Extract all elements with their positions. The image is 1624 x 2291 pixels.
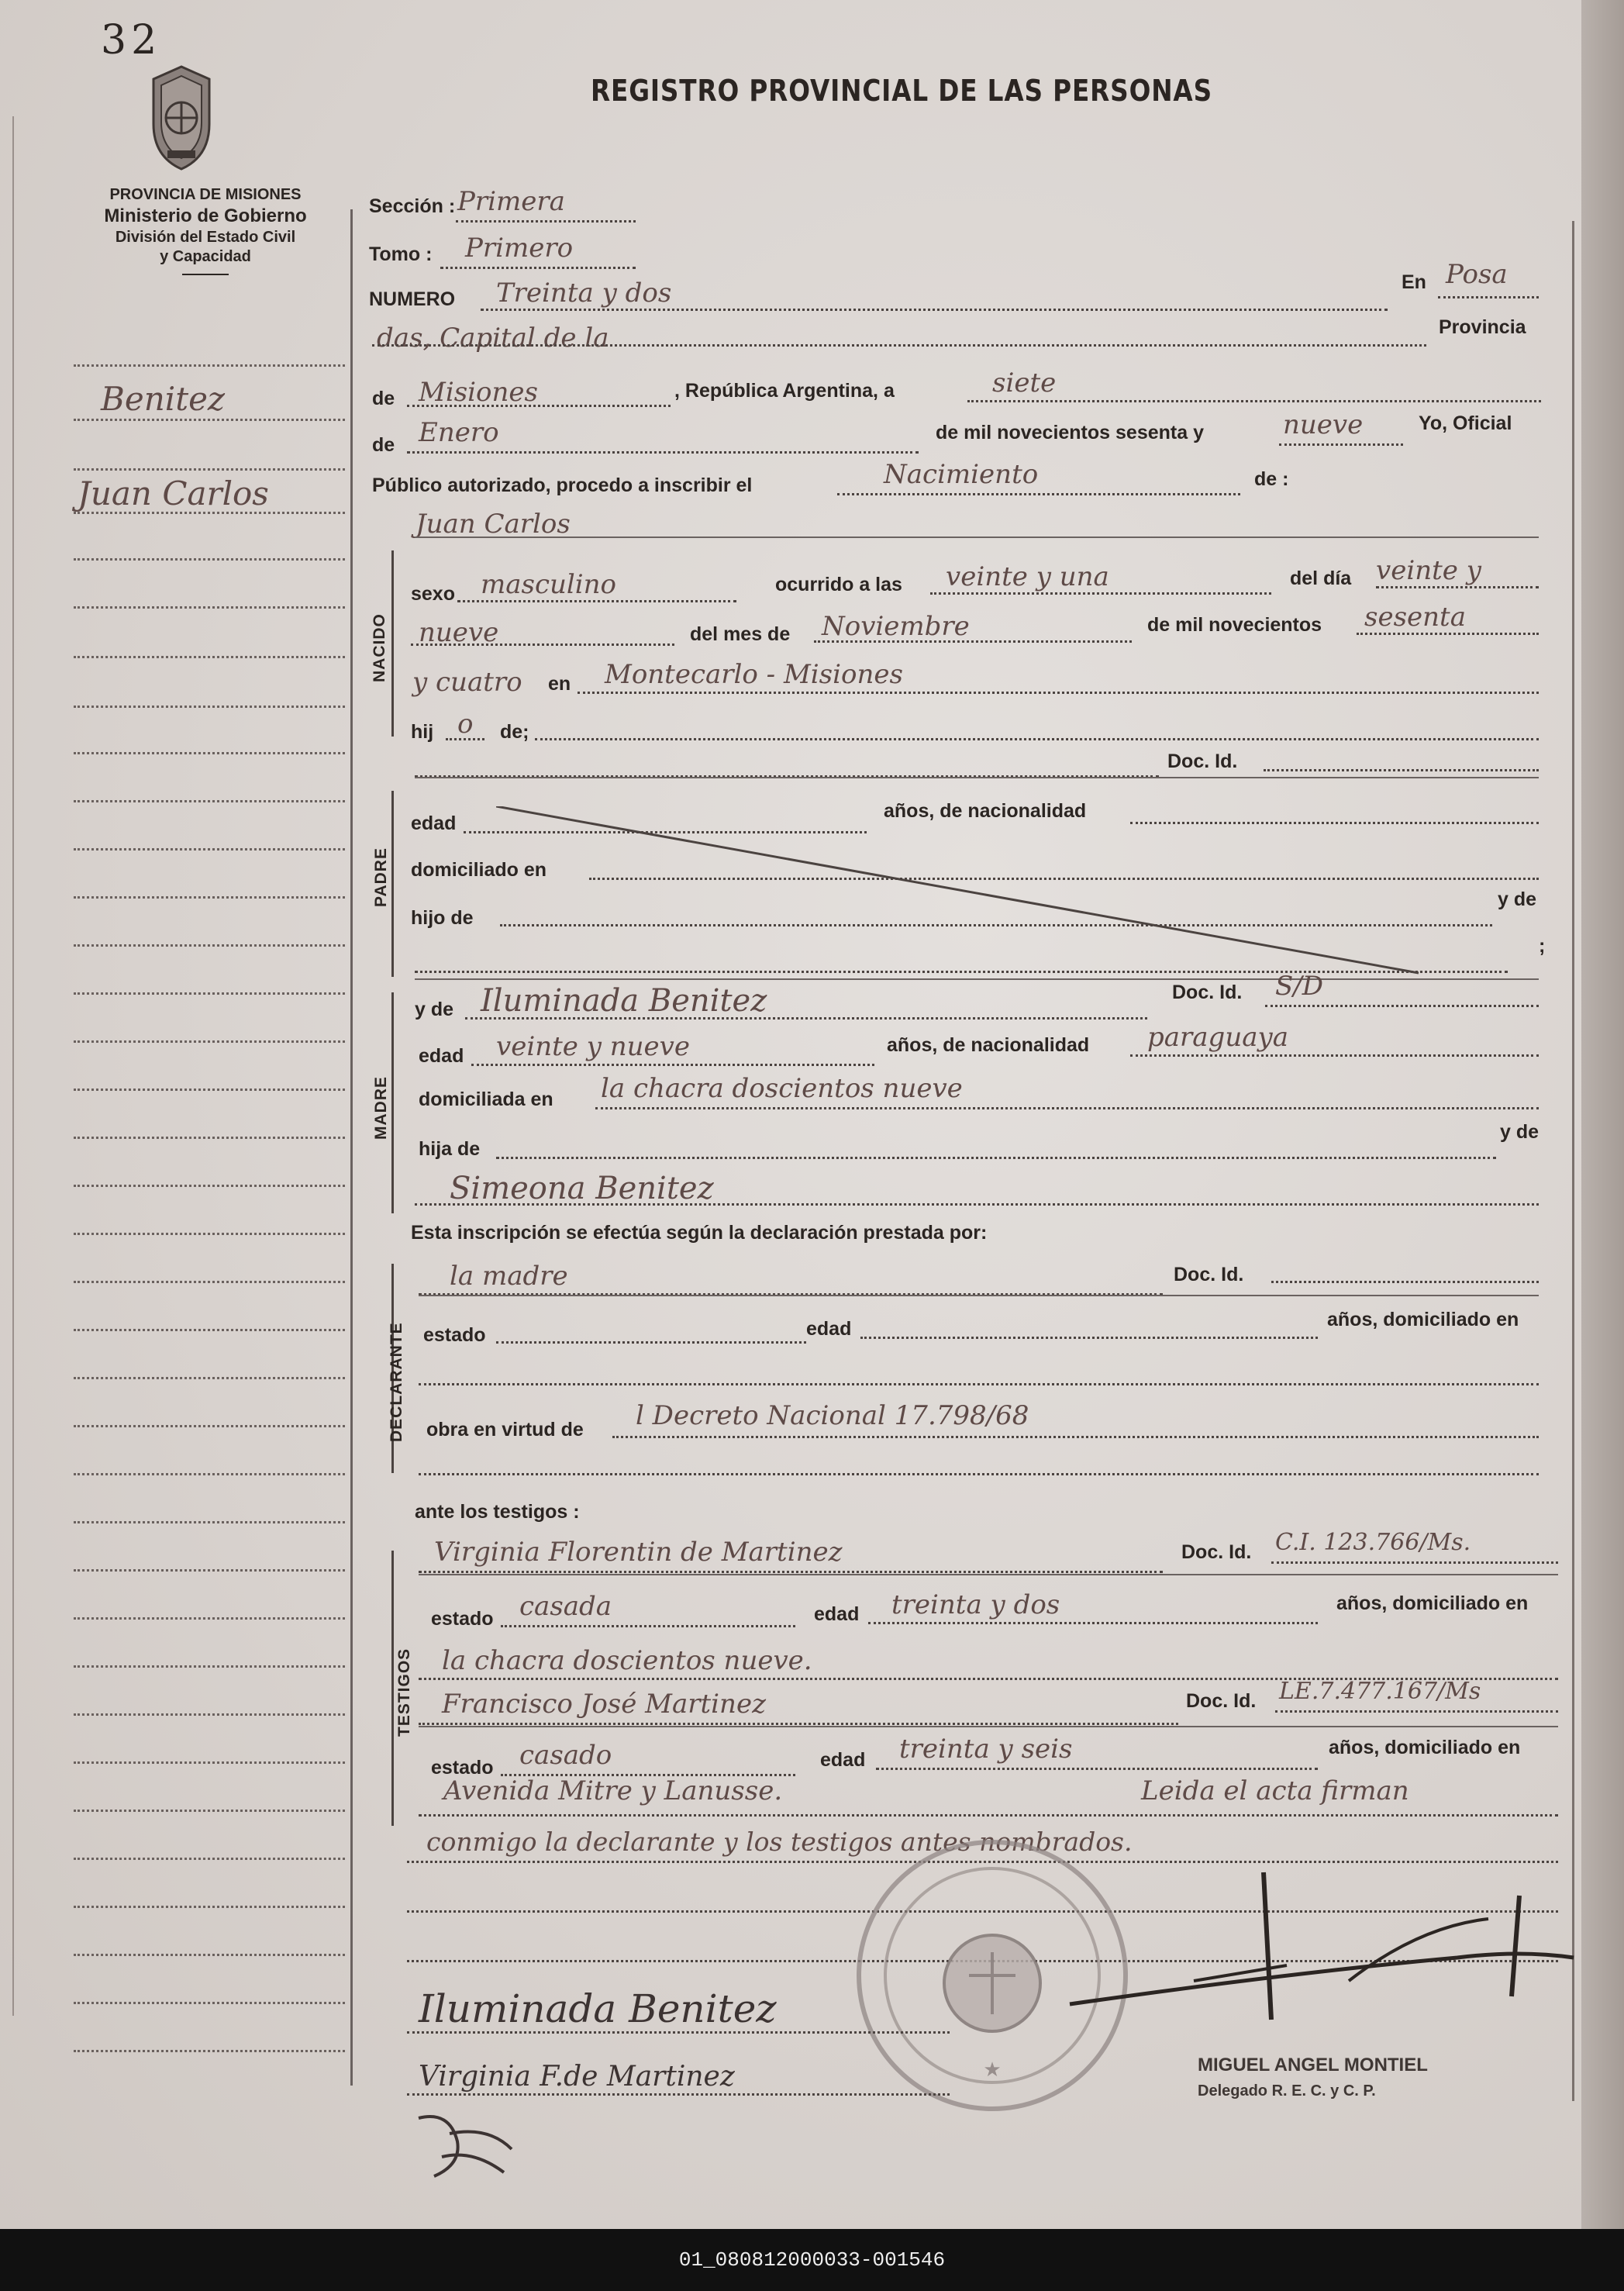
- nacido-bracket: [391, 550, 394, 737]
- testigo1-anos-label: años, domiciliado en: [1336, 1592, 1529, 1614]
- testigo1-name: Virginia Florentin de Martinez: [434, 1537, 843, 1568]
- testigo2-estado-value: casado: [519, 1740, 612, 1771]
- madre-name: Iluminada Benitez: [481, 983, 767, 1019]
- declarante-doc-label: Doc. Id.: [1174, 1264, 1244, 1285]
- mil-label: de mil novecientos: [1147, 614, 1322, 636]
- sexo-label: sexo: [411, 583, 455, 605]
- madre-y-de-label: y de: [415, 999, 454, 1020]
- year-value-2: y cuatro: [412, 667, 522, 698]
- provincial-crest-icon: [149, 64, 214, 176]
- de2-label: de: [372, 434, 395, 456]
- testigo2-dom-value: Avenida Mitre y Lanusse.: [443, 1775, 783, 1806]
- tomo-label: Tomo :: [369, 243, 433, 265]
- mes-value: Noviembre: [822, 611, 970, 642]
- testigo1-doc-label: Doc. Id.: [1181, 1541, 1252, 1563]
- padre-hijo-label: hijo de: [411, 907, 474, 929]
- declarante-value: la madre: [450, 1261, 568, 1292]
- madre-y-de2-label: y de: [1500, 1121, 1540, 1143]
- column-divider: [350, 209, 353, 2086]
- month-value: Enero: [419, 417, 499, 448]
- mes-label: del mes de: [690, 623, 791, 645]
- image-id-footer: 01_080812000033-001546: [0, 2229, 1624, 2291]
- en-label-nacido: en: [548, 673, 571, 695]
- signature-witness: Virginia F.de Martinez: [419, 2061, 735, 2093]
- page-edge-line: [12, 116, 14, 2016]
- ministry-label: Ministerio de Gobierno: [104, 205, 307, 226]
- margin-surname: Benitez: [101, 380, 226, 418]
- act-type-value: Nacimiento: [884, 459, 1039, 490]
- dia-label: del día: [1290, 568, 1352, 589]
- testigo2-estado-label: estado: [431, 1757, 494, 1779]
- oficial-label: Yo, Oficial: [1419, 412, 1512, 434]
- year-label: de mil novecientos sesenta y: [936, 422, 1204, 443]
- province-value: Misiones: [419, 377, 538, 408]
- header-divider: [182, 274, 229, 275]
- madre-dom-label: domiciliada en: [419, 1089, 553, 1110]
- declaracion-intro: Esta inscripción se efectúa según la declaración prestada por:: [411, 1222, 988, 1244]
- place-value: Montecarlo - Misiones: [605, 659, 903, 690]
- madre-edad-label: edad: [419, 1045, 464, 1067]
- seccion-label: Sección :: [369, 195, 456, 217]
- testigo2-anos-label: años, domiciliado en: [1329, 1737, 1521, 1758]
- en-label: En: [1402, 271, 1426, 293]
- official-name: MIGUEL ANGEL MONTIEL: [1198, 2055, 1428, 2075]
- day-value: siete: [992, 367, 1057, 399]
- padre-edad-label: edad: [411, 813, 457, 834]
- testigos-bracket: [391, 1551, 394, 1826]
- page-number: 32: [101, 17, 162, 64]
- madre-nac-label: años, de nacionalidad: [887, 1034, 1090, 1056]
- de3-label: de :: [1254, 468, 1289, 490]
- book-spine: [1581, 0, 1624, 2229]
- testigo2-name: Francisco José Martinez: [442, 1689, 766, 1720]
- numero-label: NUMERO: [369, 288, 456, 310]
- testigo2-edad-value: treinta y seis: [899, 1734, 1073, 1765]
- declarante-estado-label: estado: [423, 1324, 486, 1346]
- declarante-section-label: DECLARANTE: [388, 1322, 405, 1442]
- seccion-value: Primera: [457, 186, 565, 217]
- ministry-header: [54, 186, 357, 275]
- province-label: PROVINCIA DE MISIONES: [109, 186, 302, 203]
- testigo1-edad-label: edad: [814, 1603, 860, 1625]
- year-value: nueve: [1283, 409, 1364, 440]
- testigo1-estado-value: casada: [519, 1591, 612, 1622]
- madre-mother-name: Simeona Benitez: [450, 1171, 714, 1206]
- en-value: Posa: [1446, 259, 1508, 290]
- numero-value: Treinta y dos: [496, 278, 672, 309]
- tomo-value: Primero: [465, 233, 574, 264]
- testigo2-doc-label: Doc. Id.: [1186, 1690, 1257, 1712]
- de-label-nacido: de;: [500, 721, 529, 743]
- testigo1-estado-label: estado: [431, 1608, 494, 1630]
- madre-doc-label: Doc. Id.: [1172, 982, 1243, 1003]
- testigo2-edad-label: edad: [820, 1749, 866, 1771]
- madre-doc-value: S/D: [1275, 971, 1324, 1002]
- republica-label: , República Argentina, a: [674, 380, 895, 402]
- padre-bracket: [391, 791, 394, 977]
- obra-label: obra en virtud de: [426, 1419, 584, 1441]
- svg-text:★: ★: [983, 2058, 1002, 2081]
- division-label-2: y Capacidad: [160, 248, 251, 265]
- nacido-section-label: NACIDO: [371, 613, 388, 682]
- closing-text: conmigo la declarante y los testigos antes nombrados.: [426, 1827, 1133, 1857]
- witness2-signature-mark: [403, 2103, 558, 2192]
- declarante-edad-label: edad: [806, 1318, 852, 1340]
- testigo1-edad-value: treinta y dos: [891, 1589, 1060, 1620]
- official-signature-mark: [1054, 1865, 1581, 2039]
- padre-section-label: PADRE: [372, 847, 390, 907]
- ocurrido-label: ocurrido a las: [775, 574, 902, 595]
- obra-value: l Decreto Nacional 17.798/68: [636, 1400, 1029, 1431]
- testigo1-doc-value: C.I. 123.766/Ms.: [1275, 1529, 1471, 1556]
- padre-y-de-label: y de: [1498, 888, 1537, 910]
- dia-value-2: nueve: [419, 617, 499, 648]
- declarante-anos-label: años, domiciliado en: [1327, 1309, 1519, 1330]
- padre-strikethrough: [496, 806, 1426, 977]
- division-label: División del Estado Civil: [115, 229, 296, 246]
- padre-semicolon: ;: [1539, 935, 1546, 957]
- year-value-1: sesenta: [1364, 602, 1466, 633]
- child-name: Juan Carlos: [415, 509, 571, 540]
- official-title: Delegado R. E. C. y C. P.: [1198, 2082, 1376, 2100]
- nacido-doc-label: Doc. Id.: [1167, 750, 1238, 772]
- madre-dom-value: la chacra doscientos nueve: [601, 1073, 963, 1104]
- testigos-section-label: TESTIGOS: [395, 1648, 413, 1737]
- city-value: das, Capital de la: [377, 323, 609, 354]
- margin-given-names: Juan Carlos: [78, 474, 269, 512]
- provincia-label: Provincia: [1439, 316, 1526, 338]
- padre-dom-label: domiciliado en: [411, 859, 547, 881]
- testigos-intro: ante los testigos :: [415, 1501, 580, 1523]
- signature-mother: Iluminada Benitez: [419, 1986, 777, 2031]
- testigo2-doc-value: LE.7.477.167/Ms: [1279, 1678, 1481, 1705]
- madre-hija-label: hija de: [419, 1138, 481, 1160]
- madre-bracket: [391, 992, 394, 1213]
- de-label: de: [372, 388, 395, 409]
- document-title: REGISTRO PROVINCIAL DE LAS PERSONAS: [591, 74, 1212, 108]
- testigo1-dom-value: la chacra doscientos nueve.: [442, 1645, 812, 1676]
- hour-value: veinte y una: [946, 561, 1109, 592]
- hij-value: o: [457, 709, 474, 740]
- right-border: [1572, 221, 1574, 2101]
- padre-nac-label: años, de nacionalidad: [884, 800, 1087, 822]
- hij-label: hij: [411, 721, 434, 743]
- publico-label: Público autorizado, procedo a inscribir el: [372, 474, 753, 496]
- leida-text: Leida el acta firman: [1141, 1775, 1409, 1806]
- madre-section-label: MADRE: [372, 1076, 390, 1140]
- sexo-value: masculino: [481, 569, 617, 600]
- madre-nac-value: paraguaya: [1147, 1022, 1288, 1053]
- dia-value-1: veinte y: [1376, 555, 1481, 586]
- madre-edad-value: veinte y nueve: [496, 1031, 690, 1062]
